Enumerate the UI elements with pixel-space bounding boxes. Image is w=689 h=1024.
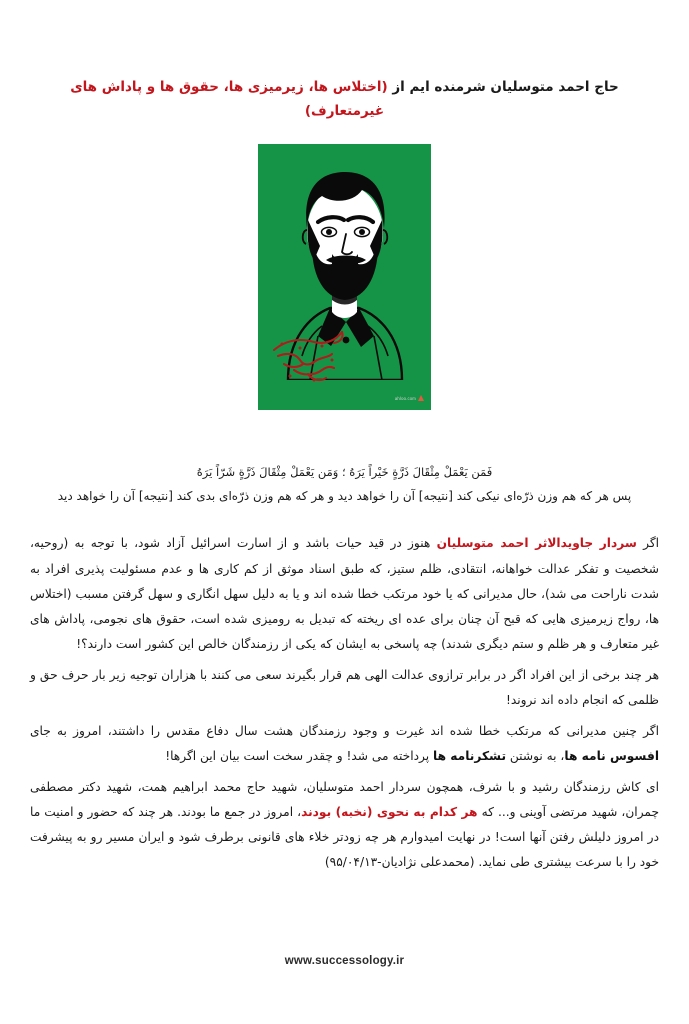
quran-verse-block [30,462,659,507]
paragraph-3 [30,719,659,769]
page-title [30,74,659,122]
title-lead-text: حاج احمد متوسلیان شرمنده ایم از [387,79,619,95]
footer-website-url[interactable]: www.successology.ir [284,955,405,967]
calligraphy-signature [270,324,352,386]
p3-segment-5: پرداخته می شد! و چقدر سخت است بیان این اگرها! [165,748,434,763]
p4-segment-1: ای کاش رزمندگان رشید و با شرف، همچون سردار احمد متوسلیان، شهید حاج محمد ابراهیم همت، شهید دکتر مصطفی چمران، شهید مرتضی آوینی و... که [30,779,659,819]
p4-red-highlight: هر کدام به نحوی (نخبه) بودند [301,804,478,819]
p4-segment-3: ، امروز در جمع ما بودند. هر چند که حضور و امنیت ما در امروز دلیلش رفتن آنها است! در نهایت امیدوارم هر چه زودتر خلاء های قانونی برطرف شود و ایران مسیر رو به پیشرفت خود را با سرعت بیشتری طی نماید. [30,804,659,869]
p3-segment-3: ، به نوشتن [506,748,565,763]
p1-segment-1: اگر [636,536,660,551]
poster-watermark [395,395,424,401]
page-footer [0,949,689,968]
article-body [30,531,659,880]
title-highlight-text: (اختلاس ها، زیرمیزی ها، حقوق ها و پاداش های غیرمتعارف) [70,79,388,119]
p3-segment-1: اگر چنین مدیرانی که مرتکب خطا شده اند غیرت و وجود رزمندگان هشت سال دفاع مقدس را داشتند، امروز به جای [30,723,659,738]
verse-arabic-text: فَمَن یَعْمَلْ مِثْقَالَ ذَرَّةٍ خَیْراً یَرَهُ ؛ وَمَن یَعْمَلْ مِثْقَالَ ذَرَّةٍ شَرّاً یَرَهُ [196,465,493,479]
triangle-logo-icon [418,395,424,401]
verse-translation-text: پس هر که هم وزن ذرّه‌ای نیکی کند [نتیجه] آن را خواهد دید و هر که هم وزن ذرّه‌ای بدی کند [نتیجه] آن را خواهد دید [57,488,632,503]
p1-segment-3: هنوز در قید حیات باشد و از اسارت اسرائیل آزاد شود، با توجه به (روحیه، شخصیت و تفکر عدالت خواهانه، انتقادی، ظلم ستیز، که طبق اسناد موثق از کم کاری ها و عدم مسئولیت پذیری افراد به شدت ناراحت می شد)، حال مدیرانی که یا خود مرتکب خطا شده اند و یا به دلیل سهل انگاری و سهل گرفتن مسبب (اختلاس ها، رواج زیرمیزی هایی که قبح آن چنان برای عده ای ریخته که تبدیل به رومیزی شده است، حقوق های نجومی، پاداش های غیر متعارف و هر ظلم و ستم دیگری شدند) چه پاسخی به ایشان که یکی از رزمندگان خالص این کشور است دارند؟! [30,536,659,651]
ahmad-motevaselian-poster [258,144,431,410]
p3-bold-afsoosnameha: افسوس نامه ها [564,748,659,763]
watermark-text: ahloo.com [394,395,416,401]
p2-text: هر چند برخی از این افراد اگر در برابر ترازوی عدالت الهی هم قرار بگیرند سعی می کنند با هزاران توجیه زیر بار حرف حق و ظلمی که انجام داده اند نروند! [30,667,659,707]
p3-bold-tashakornameha: تشکرنامه ها [433,748,507,763]
author-signature: (محمدعلی نژادیان-۹۵/۰۴/۱۳) [324,854,475,869]
paragraph-4 [30,775,659,875]
paragraph-1 [30,531,659,656]
p1-red-highlight: سردار جاویدالاثر احمد متوسلیان [436,536,637,551]
poster-container [30,144,659,410]
paragraph-2 [30,663,659,713]
